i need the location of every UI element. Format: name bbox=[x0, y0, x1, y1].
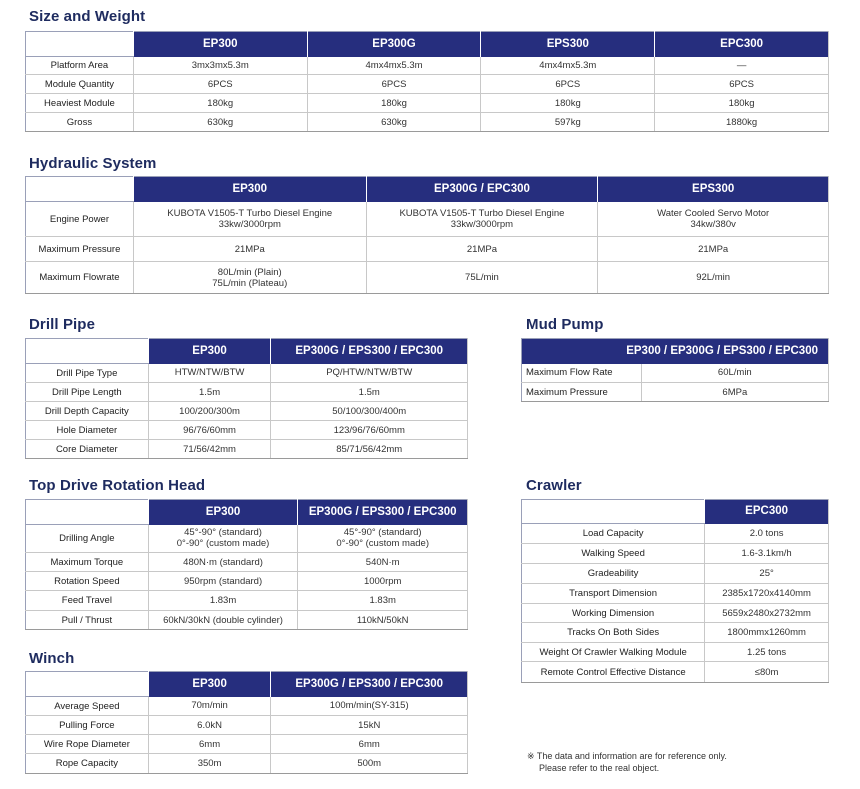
cell-line: Water Cooled Servo Motor bbox=[657, 207, 770, 219]
table-row bbox=[26, 735, 468, 754]
cell-line: 33kw/3000rpm bbox=[218, 218, 281, 230]
cell: 6mm bbox=[271, 735, 468, 754]
mud-pump-title: Mud Pump bbox=[526, 316, 604, 333]
table-row bbox=[522, 524, 829, 544]
crawler-title: Crawler bbox=[526, 477, 582, 494]
drill-pipe-table bbox=[25, 338, 468, 459]
cell: 6MPa bbox=[641, 383, 828, 402]
cell-line: 80L/min (Plain) bbox=[217, 266, 282, 278]
cell: 480N·m (standard) bbox=[148, 553, 298, 572]
table-row bbox=[26, 402, 468, 421]
row-label: Pull / Thrust bbox=[26, 611, 149, 630]
col-header: EP300G / EPS300 / EPC300 bbox=[271, 672, 468, 697]
table-row bbox=[522, 662, 829, 683]
cell: PQ/HTW/NTW/BTW bbox=[271, 364, 468, 383]
table-row bbox=[26, 591, 468, 611]
cell: 180kg bbox=[481, 94, 655, 113]
cell: 6PCS bbox=[481, 75, 655, 94]
table-row bbox=[26, 94, 829, 113]
cell: 3mx3mx5.3m bbox=[133, 57, 307, 75]
table-row bbox=[522, 544, 829, 564]
col-header: EP300 bbox=[133, 32, 307, 57]
cell: 21MPa bbox=[366, 237, 598, 262]
col-header: EPC300 bbox=[655, 32, 829, 57]
row-label: Walking Speed bbox=[522, 544, 705, 564]
cell bbox=[366, 202, 598, 237]
cell: 1800mmx1260mm bbox=[705, 623, 829, 643]
row-label: Maximum Flow Rate bbox=[522, 364, 642, 383]
cell: 100/200/300m bbox=[148, 402, 271, 421]
cell: 1.83m bbox=[148, 591, 298, 611]
cell: 6.0kN bbox=[148, 716, 271, 735]
cell-line: KUBOTA V1505-T Turbo Diesel Engine bbox=[399, 207, 565, 219]
col-header: EP300G / EPC300 bbox=[366, 177, 598, 202]
table-row bbox=[26, 553, 468, 572]
cell: 1.25 tons bbox=[705, 643, 829, 662]
winch-table bbox=[25, 671, 468, 774]
row-label: Drill Pipe Type bbox=[26, 364, 149, 383]
cell: 597kg bbox=[481, 113, 655, 132]
size-weight-title: Size and Weight bbox=[29, 8, 146, 25]
cell: 6PCS bbox=[307, 75, 481, 94]
table-row bbox=[522, 643, 829, 662]
cell-line: 45°-90° (standard) bbox=[184, 527, 262, 539]
cell: 180kg bbox=[307, 94, 481, 113]
table-row bbox=[26, 364, 468, 383]
row-label: Hole Diameter bbox=[26, 421, 149, 440]
header-blank bbox=[26, 32, 134, 57]
col-header: EP300 bbox=[148, 500, 298, 525]
cell: 540N·m bbox=[298, 553, 468, 572]
table-row bbox=[26, 697, 468, 716]
row-label: Engine Power bbox=[26, 202, 134, 237]
size-weight-table bbox=[25, 31, 829, 132]
header-blank bbox=[26, 672, 149, 697]
row-label: Drilling Angle bbox=[26, 525, 149, 553]
row-label: Transport Dimension bbox=[522, 584, 705, 604]
row-label: Maximum Flowrate bbox=[26, 262, 134, 294]
row-label: Tracks On Both Sides bbox=[522, 623, 705, 643]
cell: 92L/min bbox=[598, 262, 829, 294]
hydraulic-title: Hydraulic System bbox=[29, 155, 157, 172]
cell: 15kN bbox=[271, 716, 468, 735]
mud-pump-table bbox=[521, 338, 829, 402]
cell bbox=[298, 525, 468, 553]
header-blank bbox=[522, 500, 705, 524]
cell: 6mm bbox=[148, 735, 271, 754]
cell: 85/71/56/42mm bbox=[271, 440, 468, 459]
reference-note bbox=[527, 750, 727, 774]
row-label: Maximum Pressure bbox=[26, 237, 134, 262]
cell: 21MPa bbox=[598, 237, 829, 262]
cell: 60kN/30kN (double cylinder) bbox=[148, 611, 298, 630]
row-label: Gross bbox=[26, 113, 134, 132]
row-label: Drill Pipe Length bbox=[26, 383, 149, 402]
col-header: EP300 bbox=[148, 672, 271, 697]
row-label: Heaviest Module bbox=[26, 94, 134, 113]
row-label: Core Diameter bbox=[26, 440, 149, 459]
cell: 1.5m bbox=[271, 383, 468, 402]
cell: 2.0 tons bbox=[705, 524, 829, 544]
cell: 1.5m bbox=[148, 383, 271, 402]
row-label: Maximum Pressure bbox=[522, 383, 642, 402]
col-header: EP300G / EPS300 / EPC300 bbox=[298, 500, 468, 525]
cell: ≤80m bbox=[705, 662, 829, 683]
row-label: Average Speed bbox=[26, 697, 149, 716]
top-drive-table bbox=[25, 499, 468, 630]
top-drive-title: Top Drive Rotation Head bbox=[29, 477, 206, 494]
col-header: EP300G bbox=[307, 32, 481, 57]
row-label: Module Quantity bbox=[26, 75, 134, 94]
cell: 110kN/50kN bbox=[298, 611, 468, 630]
cell: — bbox=[655, 57, 829, 75]
table-row bbox=[26, 383, 468, 402]
header-blank bbox=[26, 339, 149, 364]
table-row bbox=[522, 564, 829, 584]
table-row bbox=[522, 604, 829, 623]
cell: 6PCS bbox=[133, 75, 307, 94]
cell: 21MPa bbox=[133, 237, 366, 262]
drill-pipe-title: Drill Pipe bbox=[29, 316, 96, 333]
cell: 950rpm (standard) bbox=[148, 572, 298, 591]
table-row bbox=[26, 716, 468, 735]
cell: 1.83m bbox=[298, 591, 468, 611]
row-label: Rotation Speed bbox=[26, 572, 149, 591]
row-label: Maximum Torque bbox=[26, 553, 149, 572]
table-row bbox=[26, 421, 468, 440]
crawler-table bbox=[521, 499, 829, 683]
table-row bbox=[26, 611, 468, 630]
cell bbox=[598, 202, 829, 237]
cell: 123/96/76/60mm bbox=[271, 421, 468, 440]
cell-line: 45°-90° (standard) bbox=[343, 527, 422, 539]
table-row bbox=[26, 75, 829, 94]
cell: 180kg bbox=[655, 94, 829, 113]
note-line: ※ The data and information are for reference only. bbox=[527, 751, 727, 761]
row-label: Platform Area bbox=[26, 57, 134, 75]
cell: 6PCS bbox=[655, 75, 829, 94]
table-row bbox=[26, 113, 829, 132]
table-row bbox=[26, 754, 468, 774]
row-label: Remote Control Effective Distance bbox=[522, 662, 705, 683]
cell: 1880kg bbox=[655, 113, 829, 132]
table-row bbox=[26, 57, 829, 75]
cell-line: KUBOTA V1505-T Turbo Diesel Engine bbox=[167, 207, 333, 219]
cell: 5659x2480x2732mm bbox=[705, 604, 829, 623]
cell: 350m bbox=[148, 754, 271, 774]
row-label: Rope Capacity bbox=[26, 754, 149, 774]
cell: 96/76/60mm bbox=[148, 421, 271, 440]
table-row bbox=[26, 202, 829, 237]
winch-title: Winch bbox=[29, 650, 75, 667]
table-row bbox=[26, 525, 468, 553]
row-label: Drill Depth Capacity bbox=[26, 402, 149, 421]
table-row bbox=[26, 572, 468, 591]
cell: 25° bbox=[705, 564, 829, 584]
col-header: EPS300 bbox=[481, 32, 655, 57]
cell bbox=[133, 202, 366, 237]
col-header: EP300G / EPS300 / EPC300 bbox=[271, 339, 468, 364]
cell: 100m/min(SY-315) bbox=[271, 697, 468, 716]
cell-line: 33kw/3000rpm bbox=[450, 218, 514, 230]
cell: 1.6-3.1km/h bbox=[705, 544, 829, 564]
cell: 2385x1720x4140mm bbox=[705, 584, 829, 604]
table-row bbox=[26, 237, 829, 262]
cell: 1000rpm bbox=[298, 572, 468, 591]
row-label: Feed Travel bbox=[26, 591, 149, 611]
row-label: Load Capacity bbox=[522, 524, 705, 544]
header-blank bbox=[26, 177, 134, 202]
cell: 500m bbox=[271, 754, 468, 774]
row-label: Pulling Force bbox=[26, 716, 149, 735]
cell-line: 0°-90° (custom made) bbox=[176, 538, 270, 550]
cell: 71/56/42mm bbox=[148, 440, 271, 459]
cell-line: 75L/min (Plateau) bbox=[212, 277, 288, 289]
cell bbox=[133, 262, 366, 294]
table-row bbox=[522, 584, 829, 604]
cell: 60L/min bbox=[641, 364, 828, 383]
cell-line: 0°-90° (custom made) bbox=[336, 538, 429, 550]
row-label: Weight Of Crawler Walking Module bbox=[522, 643, 705, 662]
col-header: EP300 bbox=[133, 177, 366, 202]
cell: 180kg bbox=[133, 94, 307, 113]
col-header: EP300 / EP300G / EPS300 / EPC300 bbox=[522, 339, 829, 364]
col-header: EPC300 bbox=[705, 500, 829, 524]
hydraulic-table bbox=[25, 176, 829, 294]
table-row bbox=[522, 623, 829, 643]
cell: 630kg bbox=[133, 113, 307, 132]
col-header: EP300 bbox=[148, 339, 271, 364]
table-row bbox=[26, 440, 468, 459]
row-label: Working Dimension bbox=[522, 604, 705, 623]
note-line: Please refer to the real object. bbox=[539, 763, 660, 773]
cell bbox=[148, 525, 298, 553]
cell-line: 34kw/380v bbox=[690, 218, 736, 230]
cell: 50/100/300/400m bbox=[271, 402, 468, 421]
table-row bbox=[26, 262, 829, 294]
col-header: EPS300 bbox=[598, 177, 829, 202]
cell: 4mx4mx5.3m bbox=[307, 57, 481, 75]
row-label: Wire Rope Diameter bbox=[26, 735, 149, 754]
header-blank bbox=[26, 500, 149, 525]
table-row bbox=[522, 383, 829, 402]
cell: 75L/min bbox=[366, 262, 598, 294]
cell: HTW/NTW/BTW bbox=[148, 364, 271, 383]
row-label: Gradeability bbox=[522, 564, 705, 584]
cell: 4mx4mx5.3m bbox=[481, 57, 655, 75]
table-row bbox=[522, 364, 829, 383]
cell: 70m/min bbox=[148, 697, 271, 716]
cell: 630kg bbox=[307, 113, 481, 132]
